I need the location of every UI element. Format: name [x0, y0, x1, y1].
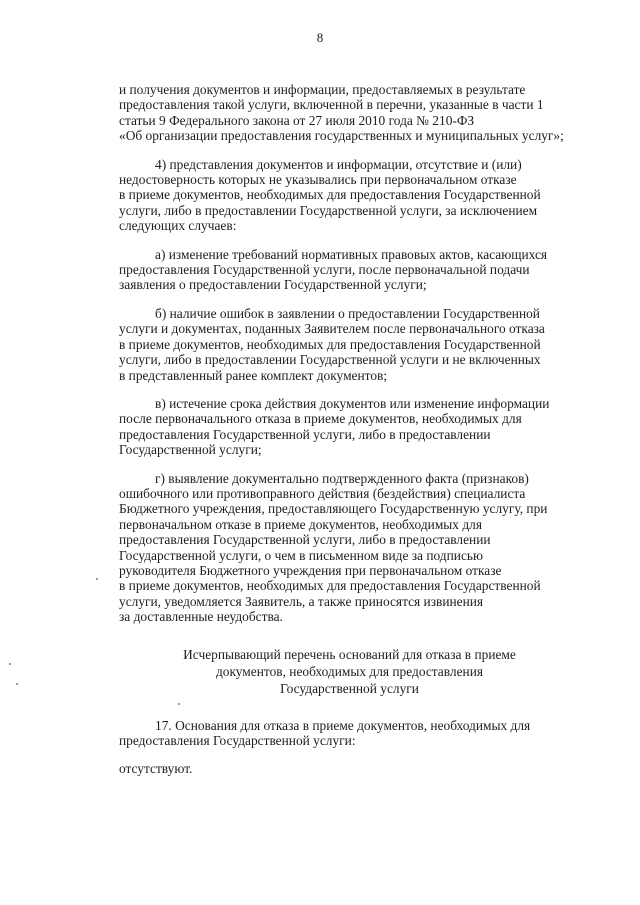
paragraph-item-4: 4) представления документов и информации, отсутствие и (или) недостоверность которых не указывались при первоначальном отказе в приеме документов, необходимых для предоставления Государственной услуги, либо в предоставлении Государственной услуги, за исключением следующих случаев: [119, 156, 541, 234]
paragraph-item-17-answer: отсутствуют. [119, 761, 193, 777]
scan-speck [178, 703, 180, 705]
paragraph-continuation: и получения документов и информации, предоставляемых в результате предоставления такой услуги, включенной в перечни, указанные в части 1 статьи 9 Федерального закона от 27 июля 2010 года № 210-ФЗ «Об организации предоставления государственных и муниципальных услуг»; [119, 82, 564, 144]
page-number: 8 [316, 30, 324, 45]
paragraph-item-17: 17. Основания для отказа в приеме документов, необходимых для предоставления Государственной услуги: [119, 717, 531, 748]
document-body [119, 82, 580, 790]
scan-speck [96, 578, 98, 580]
paragraph-subitem-a: а) изменение требований нормативных правовых актов, касающихся предоставления Государственной услуги, после первоначальной подачи заявления о предоставлении Государственной услуги; [119, 246, 548, 293]
paragraph-subitem-b: б) наличие ошибок в заявлении о предоставлении Государственной услуги и документах, поданных Заявителем после первоначального отказа в приеме документов, необходимых для предоставления Государственной услуги, либо в предоставлении Государственной услуги и не включенных в представленный ранее комплект документов; [119, 305, 545, 383]
scan-speck [16, 683, 18, 685]
section-heading: Исчерпывающий перечень оснований для отказа в приеме документов, необходимых для предоставления Государственной услуги [183, 646, 516, 696]
paragraph-subitem-v: в) истечение срока действия документов или изменение информации после первоначального отказа в приеме документов, необходимых для предоставления Государственной услуги, либо в предоставлении Государственной услуги; [119, 395, 550, 458]
scan-speck [9, 663, 11, 665]
paragraph-subitem-g: г) выявление документально подтвержденного факта (признаков) ошибочного или противоправного действия (бездействия) специалиста Бюджетного учреждения, предоставляющего Государственную услугу, при первоначальном отказе в приеме документов, необходимых для предоставления Государственной услуги, либо в предоставлении Государственной услуги, о чем в письменном виде за подписью руководителя Бюджетного учреждения при первоначальном отказе в приеме документов, необходимых для предоставления Государственной услуги, уведомляется Заявитель, а также приносятся извинения за доставленные неудобства. [119, 470, 548, 625]
